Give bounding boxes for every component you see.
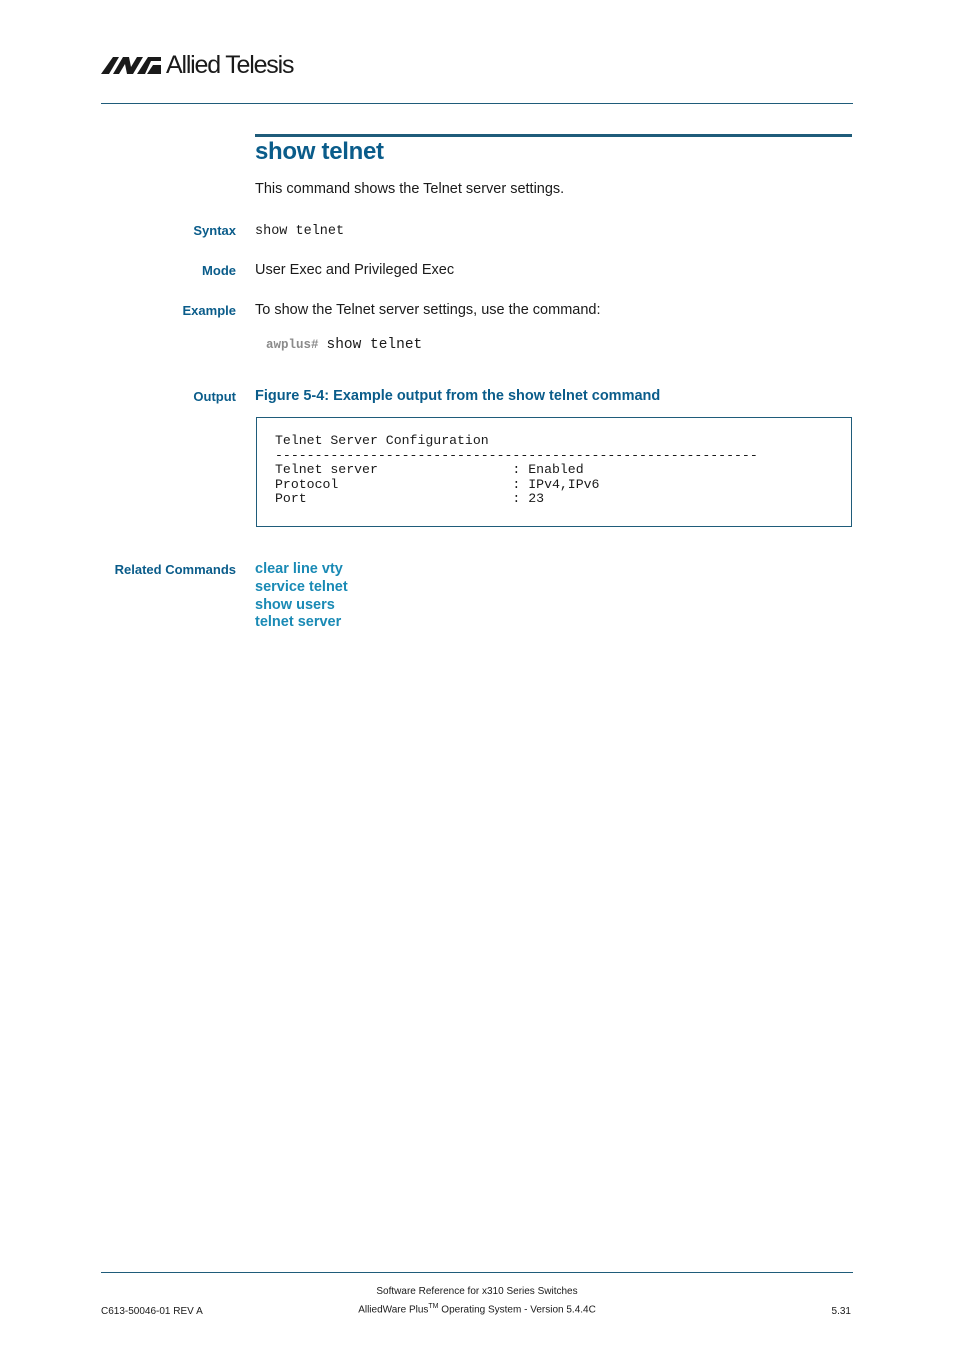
output-box — [256, 417, 852, 527]
related-commands-list — [255, 561, 348, 632]
trademark-sup: TM — [428, 1303, 439, 1310]
logo-wordmark: Allied Telesis — [166, 50, 294, 79]
output-line: Port : 23 — [275, 491, 545, 506]
allied-telesis-logo — [101, 50, 293, 80]
link-telnet-server[interactable]: telnet server — [255, 614, 342, 631]
footer-title: Software Reference for x310 Series Switches — [376, 1286, 578, 1297]
output-line: Telnet Server Configuration — [275, 433, 489, 448]
command-description: This command shows the Telnet server settings. — [255, 181, 565, 197]
mode-label: Mode — [202, 263, 236, 278]
syntax-label: Syntax — [193, 223, 236, 238]
example-text: To show the Telnet server settings, use the command: — [255, 302, 601, 318]
footer-os-prefix: AlliedWare Plus — [358, 1304, 429, 1316]
output-line: ------------------------------------------------------------- — [275, 447, 758, 463]
page-number: 5.31 — [831, 1306, 851, 1317]
title-bar — [255, 134, 852, 137]
footer-os-suffix: Operating System - Version 5.4.4C — [438, 1304, 596, 1316]
related-commands-label: Related Commands — [114, 562, 236, 577]
output-line: Telnet server : Enabled — [275, 462, 584, 477]
footer-os-version — [0, 1303, 954, 1315]
link-service-telnet[interactable]: service telnet — [255, 578, 348, 595]
output-label: Output — [193, 389, 236, 404]
logo-mark-icon — [101, 55, 163, 75]
figure-caption: Figure 5-4: Example output from the show telnet command — [255, 388, 661, 404]
header-rule — [101, 103, 853, 104]
cli-prompt: awplus# — [266, 338, 319, 352]
page-title: show telnet — [255, 138, 384, 165]
link-show-users[interactable]: show users — [255, 596, 335, 613]
mode-value: User Exec and Privileged Exec — [255, 262, 455, 278]
example-label: Example — [182, 303, 236, 318]
output-text — [275, 434, 758, 507]
footer-rule — [101, 1272, 853, 1273]
example-command-line — [266, 335, 422, 353]
link-clear-line-vty[interactable]: clear line vty — [255, 561, 343, 577]
output-line: Protocol : IPv4,IPv6 — [275, 476, 600, 492]
cli-command: show telnet — [326, 337, 423, 353]
footer-doc-id: C613-50046-01 REV A — [101, 1306, 203, 1317]
syntax-value: show telnet — [255, 224, 345, 239]
